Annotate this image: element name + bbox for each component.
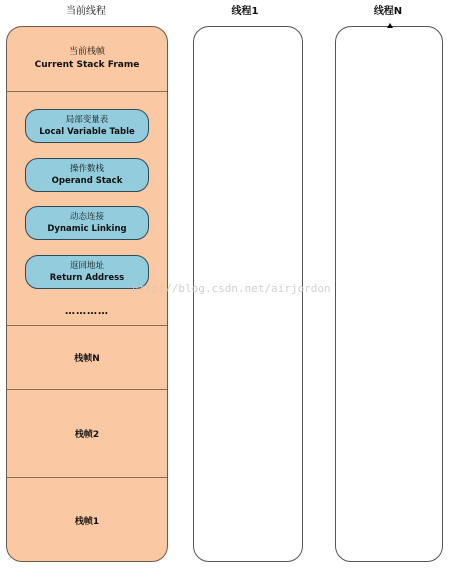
thread-n-arrow-icon <box>387 23 393 28</box>
current-stack-frame-header <box>7 27 167 91</box>
watermark: http://blog.csdn.net/airjordon <box>132 282 331 295</box>
return-address-en: Return Address <box>49 273 125 283</box>
stack-frame-2: 栈帧2 <box>7 389 167 477</box>
dynamic-linking-zh: 动态连接 <box>69 212 104 222</box>
thread-1-title-text: 线程1 <box>231 6 259 17</box>
thread-n-stack <box>335 26 443 562</box>
current-frame-zh: 当前栈帧 <box>68 47 105 57</box>
operand-stack-en: Operand Stack <box>51 176 123 186</box>
stack-frame-n: 栈帧N <box>7 325 167 389</box>
current-thread-title: 当前线程 <box>66 6 106 17</box>
dynamic-linking <box>25 206 149 240</box>
return-address <box>25 255 149 289</box>
local-variable-table-zh: 局部变量表 <box>65 115 109 125</box>
current-frame-en: Current Stack Frame <box>34 60 140 70</box>
thread-n-title-text: 线程N <box>373 6 403 17</box>
return-address-zh: 返回地址 <box>69 261 104 271</box>
operand-stack-zh: 操作数栈 <box>69 164 104 174</box>
more-components-ellipsis: ………… <box>65 306 109 317</box>
stack-frame-1: 栈帧1 <box>7 477 167 562</box>
operand-stack <box>25 158 149 192</box>
local-variable-table-en: Local Variable Table <box>39 127 135 137</box>
thread-1-title <box>210 2 280 17</box>
dynamic-linking-en: Dynamic Linking <box>47 224 127 234</box>
thread-n-title <box>358 2 418 17</box>
local-variable-table <box>25 109 149 143</box>
